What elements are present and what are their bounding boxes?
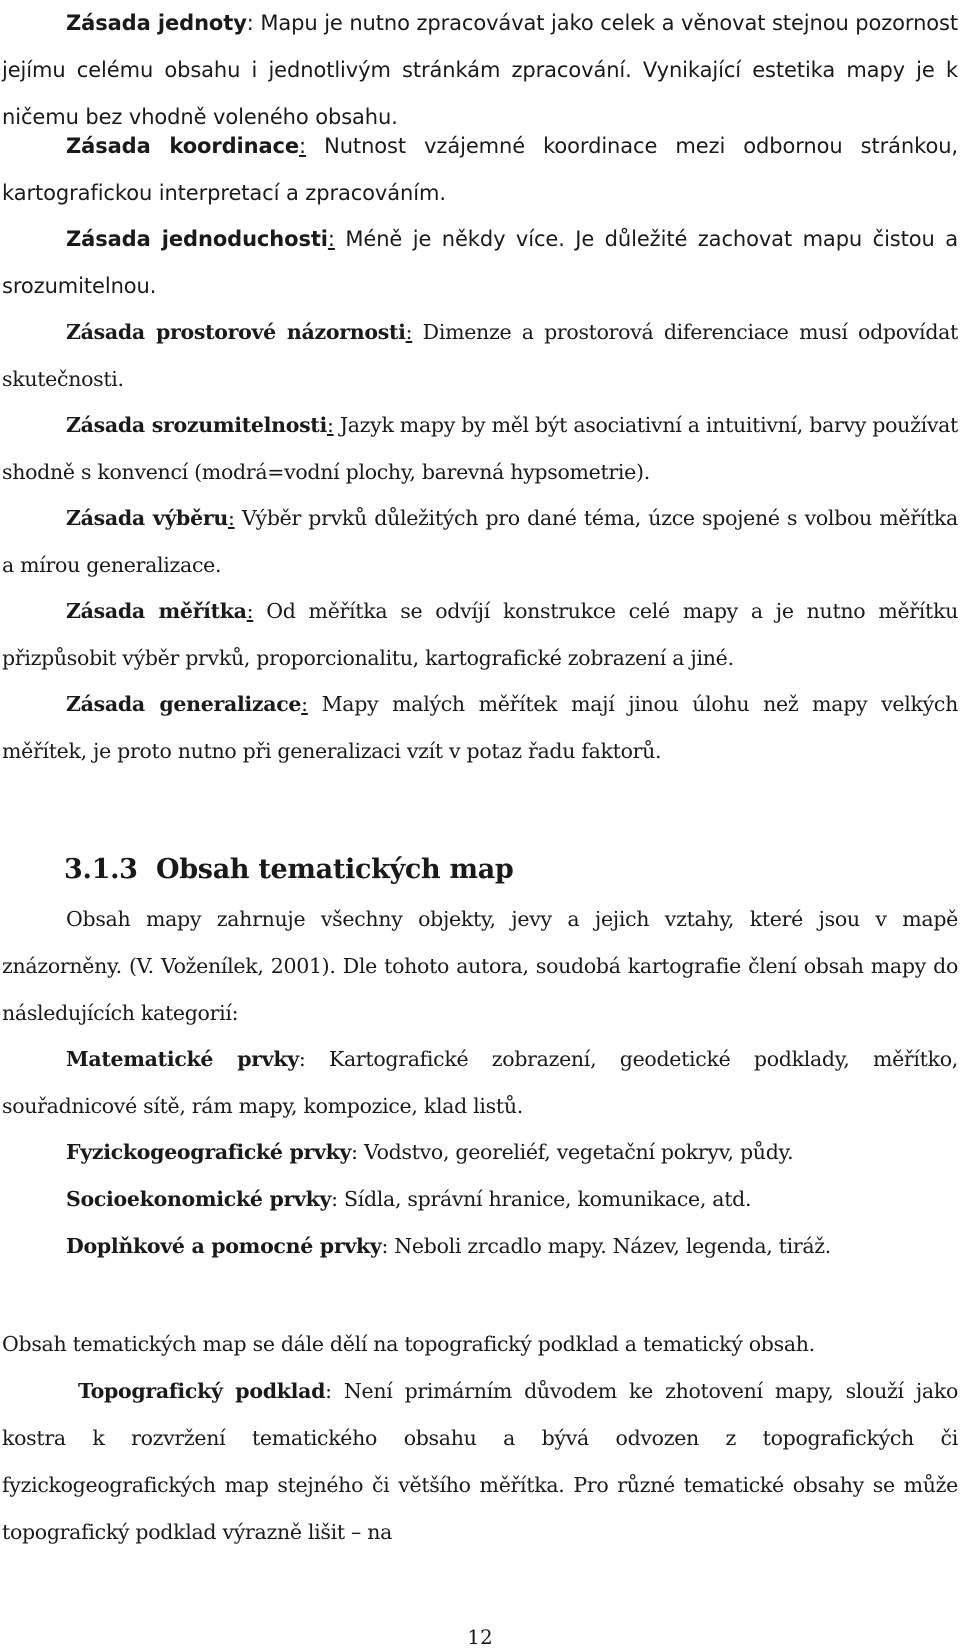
- category-term: Fyzickogeografické prvky: [66, 1140, 352, 1164]
- category-physical-geographic: [2, 1129, 958, 1176]
- topographic-base: [2, 1368, 958, 1556]
- principle-text: Výběr prvků důležitých pro dané téma, úzce spojené s volbou měřítka a mírou generalizace.: [2, 506, 958, 577]
- principle-term: Zásada srozumitelnosti: [66, 413, 327, 437]
- page-number: 12: [467, 1625, 493, 1649]
- principle-simplicity: [2, 216, 958, 310]
- category-supplementary: [2, 1223, 958, 1270]
- intro-text: Obsah mapy zahrnuje všechny objekty, jevy a jejich vztahy, které jsou v mapě znázorněny. (V. Voženílek, 2001). Dle tohoto autora, soudobá kartografie člení obsah mapy do následujících kategorií:: [2, 907, 958, 1025]
- category-socioeconomic: [2, 1176, 958, 1223]
- principle-text: Od měřítka se odvíjí konstrukce celé mapy a je nutno měřítku přizpůsobit výběr prvků, proporcionalitu, kartografické zobrazení a jiné.: [2, 599, 959, 670]
- content-division: [2, 1321, 958, 1368]
- principle-text: Dimenze a prostorová diferenciace musí odpovídat skutečnosti.: [2, 320, 958, 391]
- topo-text: : Není primárním důvodem ke zhotovení mapy, slouží jako kostra k rozvržení tematického obsahu a bývá odvozen z topografických či fyzickogeografických map stejného či většího měřítka. Pro různé tematické obsahy se může topografický podklad výrazně lišit – na: [2, 1379, 958, 1544]
- principle-term: Zásada prostorové názornosti: [66, 320, 406, 344]
- principle-term: Zásada měřítka: [66, 599, 247, 623]
- category-term: Socioekonomické prvky: [66, 1187, 332, 1211]
- principle-term: Zásada koordinace: [66, 134, 300, 158]
- principle-comprehensibility: [2, 402, 958, 496]
- principle-text: Méně je někdy více. Je důležité zachovat mapu čistou a srozumitelnou.: [2, 227, 958, 298]
- category-text: : Kartografické zobrazení, geodetické podklady, měřítko, souřadnicové sítě, rám mapy, kompozice, klad listů.: [2, 1047, 958, 1118]
- principle-text: Nutnost vzájemné koordinace mezi odbornou stránkou, kartografickou interpretací a zpracováním.: [2, 134, 958, 205]
- section-number: 3.1.3: [64, 854, 138, 885]
- principle-selection: [2, 495, 958, 589]
- category-term: Doplňkové a pomocné prvky: [66, 1234, 382, 1258]
- principle-generalization: [2, 681, 958, 775]
- topo-term: Topografický podklad: [78, 1379, 326, 1403]
- category-text: : Vodstvo, georeliéf, vegetační pokryv, půdy.: [351, 1140, 794, 1164]
- principle-separator: :: [405, 320, 413, 344]
- principle-separator: :: [327, 227, 335, 251]
- principle-text: Mapy malých měřítek mají jinou úlohu než mapy velkých měřítek, je proto nutno při generalizaci vzít v potaz řadu faktorů.: [2, 692, 959, 763]
- principle-separator: :: [301, 692, 308, 716]
- category-term: Matematické prvky: [66, 1047, 299, 1071]
- division-text: Obsah tematických map se dále dělí na topografický podklad a tematický obsah.: [2, 1332, 815, 1356]
- principle-coordination: [2, 123, 958, 217]
- principle-unity: [2, 0, 958, 141]
- section-intro: [2, 896, 958, 1037]
- principle-text: Mapu je nutno zpracovávat jako celek a věnovat stejnou pozornost jejímu celému obsahu i jednotlivým stránkám zpracování. Vynikající estetika mapy je k ničemu bez vhodně voleného obsahu.: [2, 11, 959, 129]
- principle-term: Zásada výběru: [66, 506, 228, 530]
- principle-term: Zásada jednoduchosti: [66, 227, 328, 251]
- category-text: : Neboli zrcadlo mapy. Název, legenda, tiráž.: [381, 1234, 832, 1258]
- principle-scale: [2, 588, 958, 682]
- principle-separator: :: [246, 11, 254, 35]
- principle-text: Jazyk mapy by měl být asociativní a intuitivní, barvy používat shodně s konvencí (modrá=vodní plochy, barevná hypsometrie).: [2, 413, 958, 484]
- principle-separator: :: [246, 599, 254, 623]
- principle-separator: :: [299, 134, 307, 158]
- category-mathematical: [2, 1036, 958, 1130]
- section-title: Obsah tematických map: [156, 854, 514, 885]
- category-text: : Sídla, správní hranice, komunikace, atd.: [331, 1187, 752, 1211]
- principle-separator: :: [227, 506, 235, 530]
- principle-term: Zásada jednoty: [66, 11, 247, 35]
- principle-spatial-clarity: [2, 309, 958, 403]
- section-heading: [64, 852, 514, 888]
- principle-term: Zásada generalizace: [66, 692, 302, 716]
- principle-separator: :: [326, 413, 334, 437]
